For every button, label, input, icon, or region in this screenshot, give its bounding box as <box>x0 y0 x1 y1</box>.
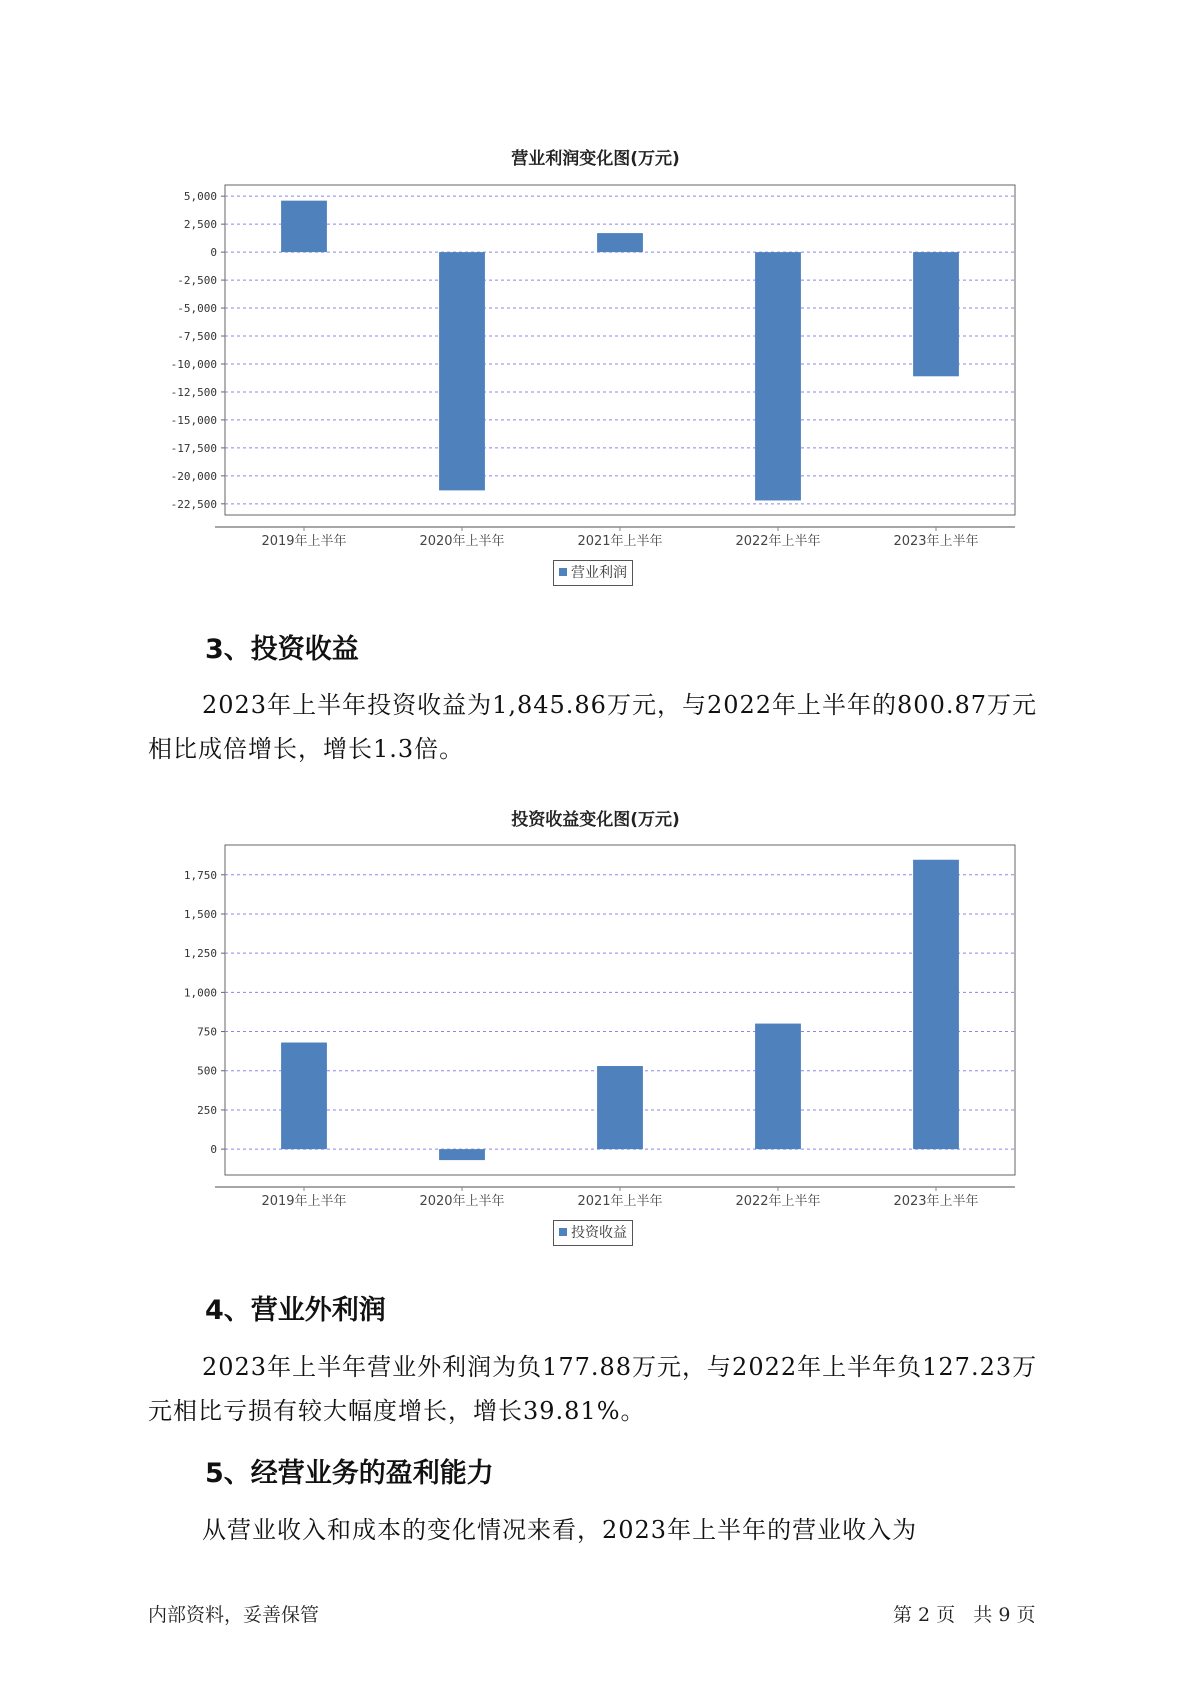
operating-profit-chart <box>165 180 1025 550</box>
y-tick-label: 250 <box>197 1103 217 1117</box>
bar <box>597 233 643 252</box>
bar <box>281 201 327 252</box>
section-heading: 3、投资收益 <box>205 634 359 665</box>
y-tick-label: -20,000 <box>170 469 217 483</box>
legend-label: 投资收益 <box>571 1225 627 1241</box>
y-tick-label: 0 <box>210 1143 217 1157</box>
section-heading: 5、经营业务的盈利能力 <box>205 1458 494 1489</box>
x-tick-label: 2019年上半年 <box>261 1194 347 1209</box>
x-tick-label: 2022年上半年 <box>735 534 821 549</box>
y-tick-label: -12,500 <box>170 385 217 399</box>
chart-title: 营业利润变化图(万元) <box>511 149 680 169</box>
section-heading: 4、营业外利润 <box>205 1295 386 1326</box>
bar <box>755 1024 801 1150</box>
chart-legend <box>553 560 633 586</box>
y-tick-label: 2,500 <box>183 218 217 232</box>
section-paragraph: 2023年上半年营业外利润为负177.88万元，与2022年上半年负127.23万元相比亏损有较大幅度增长，增长39.81%。 <box>148 1353 1038 1425</box>
x-tick-label: 2020年上半年 <box>419 534 505 549</box>
footer-page-number: 第 2 页 共 9 页 <box>893 1604 1036 1626</box>
y-tick-label: -5,000 <box>177 302 217 316</box>
bar <box>755 252 801 500</box>
bar <box>439 1149 485 1160</box>
legend-swatch <box>559 1228 567 1236</box>
y-tick-label: -17,500 <box>170 441 217 455</box>
y-tick-label: 1,500 <box>183 907 217 921</box>
y-tick-label: 500 <box>197 1064 217 1078</box>
y-tick-label: -15,000 <box>170 413 217 427</box>
x-tick-label: 2021年上半年 <box>577 1194 663 1209</box>
y-tick-label: 1,250 <box>183 947 217 961</box>
x-tick-label: 2021年上半年 <box>577 534 663 549</box>
bar <box>597 1066 643 1149</box>
footer-left: 内部资料，妥善保管 <box>148 1604 320 1626</box>
chart-title: 投资收益变化图(万元) <box>511 810 680 830</box>
x-tick-label: 2022年上半年 <box>735 1194 821 1209</box>
y-tick-label: -2,500 <box>177 274 217 288</box>
y-tick-label: 1,750 <box>183 868 217 882</box>
x-tick-label: 2023年上半年 <box>893 534 979 549</box>
y-tick-label: -22,500 <box>170 497 217 511</box>
bar <box>913 252 959 376</box>
chart-legend <box>553 1220 633 1246</box>
legend-label: 营业利润 <box>571 565 627 581</box>
x-tick-label: 2023年上半年 <box>893 1194 979 1209</box>
bar <box>281 1043 327 1150</box>
x-tick-label: 2020年上半年 <box>419 1194 505 1209</box>
investment-income-chart <box>165 840 1025 1210</box>
x-tick-label: 2019年上半年 <box>261 534 347 549</box>
y-tick-label: 5,000 <box>183 190 217 204</box>
y-tick-label: 1,000 <box>183 986 217 1000</box>
bar <box>439 252 485 490</box>
section-paragraph: 2023年上半年投资收益为1,845.86万元，与2022年上半年的800.87万元相比成倍增长，增长1.3倍。 <box>148 691 1038 763</box>
y-tick-label: 0 <box>210 246 217 260</box>
y-tick-label: 750 <box>197 1025 217 1039</box>
y-tick-label: -7,500 <box>177 330 217 344</box>
section-paragraph: 从营业收入和成本的变化情况来看，2023年上半年的营业收入为 <box>202 1516 918 1544</box>
y-tick-label: -10,000 <box>170 357 217 371</box>
bar <box>913 860 959 1149</box>
legend-swatch <box>559 568 567 576</box>
